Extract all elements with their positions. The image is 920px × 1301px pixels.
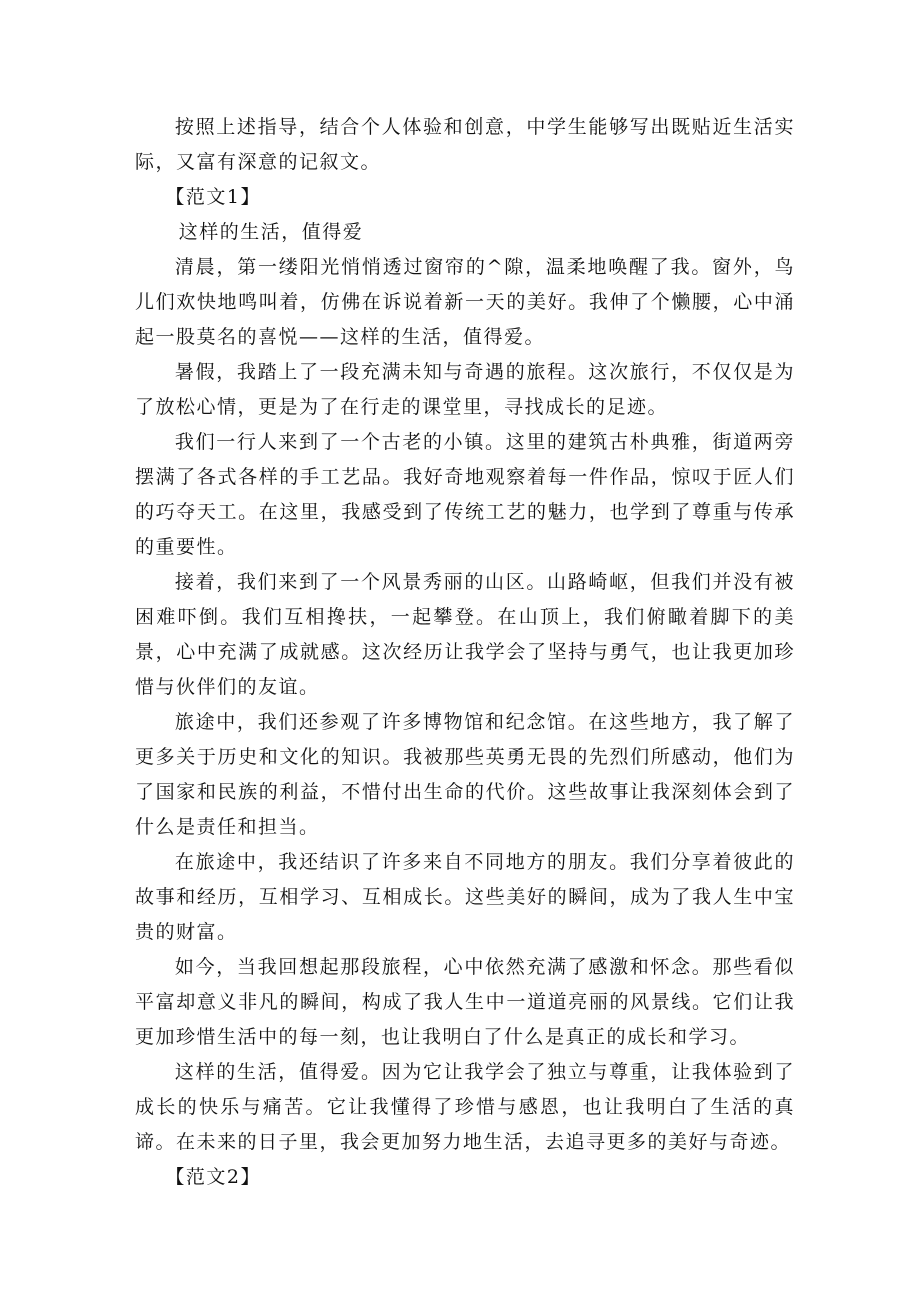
sample-1-heading: 【范文1】 (165, 186, 261, 208)
intro-paragraph: 按照上述指导，结合个人体验和创意，中学生能够写出既贴近生活实际，又富有深意的记叙文。 (135, 116, 795, 173)
body-paragraph: 清晨，第一缕阳光悄悄透过窗帘的^隙，温柔地唤醒了我。窗外，鸟儿们欢快地鸣叫着，仿佛在诉说着新一天的美好。我伸了个懒腰，心中涌起一股莫名的喜悦——这样的生活，值得爱。 (135, 256, 795, 348)
body-paragraph: 如今，当我回想起那段旅程，心中依然充满了感激和怀念。那些看似平富却意义非凡的瞬间，构成了我人生中一道道亮丽的风景线。它们让我更加珍惜生活中的每一刻，也让我明白了什么是真正的成长和学习。 (135, 956, 795, 1048)
sample-2-heading: 【范文2】 (165, 1166, 261, 1188)
body-paragraph: 旅途中，我们还参观了许多博物馆和纪念馆。在这些地方，我了解了更多关于历史和文化的知识。我被那些英勇无畏的先烈们所感动，他们为了国家和民族的利益，不惜付出生命的代价。这些故事让我深刻体会到了什么是责任和担当。 (135, 711, 795, 838)
body-paragraph: 在旅途中，我还结识了许多来自不同地方的朋友。我们分享着彼此的故事和经历，互相学习、互相成长。这些美好的瞬间，成为了我人生中宝贵的财富。 (135, 851, 795, 943)
body-paragraph: 暑假，我踏上了一段充满未知与奇遇的旅程。这次旅行，不仅仅是为了放松心情，更是为了在行走的课堂里，寻找成长的足迹。 (135, 361, 795, 418)
body-paragraph: 这样的生活，值得爱。因为它让我学会了独立与尊重，让我体验到了成长的快乐与痛苦。它让我懂得了珍惜与感恩，也让我明白了生活的真谛。在未来的日子里，我会更加努力地生活，去追寻更多的美好与奇迹。 (135, 1061, 795, 1153)
document-body (135, 110, 795, 1195)
sample-1-title: 这样的生活，值得爱 (178, 221, 364, 243)
body-paragraph: 我们一行人来到了一个古老的小镇。这里的建筑古朴典雅，街道两旁摆满了各式各样的手工艺品。我好奇地观察着每一件作品，惊叹于匠人们的巧夺天工。在这里，我感受到了传统工艺的魅力，也学到了尊重与传承的重要性。 (135, 431, 795, 558)
body-paragraph: 接着，我们来到了一个风景秀丽的山区。山路崎岖，但我们并没有被困难吓倒。我们互相搀扶，一起攀登。在山顶上，我们俯瞰着脚下的美景，心中充满了成就感。这次经历让我学会了坚持与勇气，也让我更加珍惜与伙伴们的友谊。 (135, 571, 795, 698)
